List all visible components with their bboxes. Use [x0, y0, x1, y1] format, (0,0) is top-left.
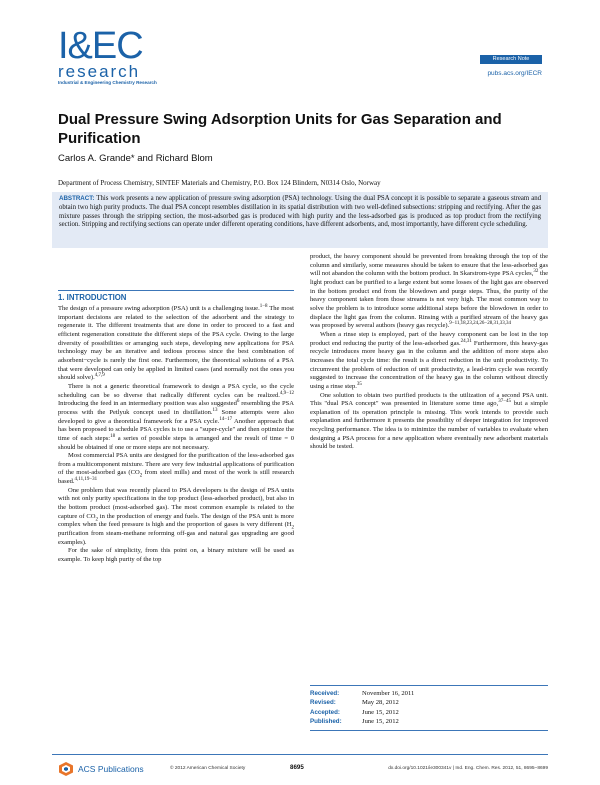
paragraph: One solution to obtain two purified products is the utilization of a second PSA unit. This "dual PSA concept" was presented in literature some time ago,$^{37-45}$ but a simple explanation of its operation principle is missing. This work intends to provide such explanation and furthermore it presents the possibility of deeper integration for improved recycling performance. The idea is to minimize the number of variables to evaluate when designing a PSA process for a new application where eventually new adsorbent materials should be tested.: [310, 391, 548, 451]
citation[interactable]: 24,31: [460, 338, 472, 344]
citation[interactable]: 1−8: [259, 303, 268, 309]
footer-divider: [52, 754, 548, 755]
abstract-body: This work presents a new application of pressure swing adsorption (PSA) technology. Using the dual PSA concept it is possible to separate a gaseous stream and obtain two high purity products. The dual PSA concept resembles distillation in its spatial distribution with two well-defined subsections: stripping and rectifying. After the gas mixture passes through the stripping section, the most-adsorbed gas is produced with high purity and the less-adsorbed gas is produced as top product from the rectifying section. Stripping and rectifying sections can operate under different operating conditions, have different adsorbents, and, most importantly, have different cycle scheduling.: [59, 195, 542, 229]
citation[interactable]: 4,9−12: [279, 390, 294, 396]
journal-url-link[interactable]: pubs.acs.org/IECR: [487, 70, 542, 77]
citation[interactable]: 13: [212, 407, 218, 413]
author-list: Carlos A. Grande* and Richard Blom: [58, 153, 213, 164]
citation[interactable]: 4,11,19−31: [74, 476, 98, 482]
text-column-left: [58, 305, 294, 565]
logo-research-text: research: [58, 62, 141, 81]
abstract-box: [52, 192, 548, 248]
logo-main-text: I&EC: [58, 25, 143, 67]
date-published: Published: June 15, 2012: [310, 718, 399, 726]
citation[interactable]: 9−11,18,23,24,26−28,31,33,34: [449, 321, 511, 327]
citation[interactable]: 32: [533, 269, 539, 275]
date-revised: Revised: May 28, 2012: [310, 699, 399, 707]
text-column-right: [310, 253, 548, 452]
citation[interactable]: 37−45: [498, 398, 512, 404]
abstract: [59, 195, 541, 230]
date-received: Received: November 16, 2011: [310, 690, 415, 697]
publisher-name: ACS Publications: [78, 764, 144, 774]
paragraph: There is not a generic theoretical framework to design a PSA cycle, so the cycle scheduling can be so diverse that radically different cycles can be realized.$^{4,9-12}$ Introducing the feed in an intermediary position was also suggested$^6$ resembling the PSA process with the Petlyuk concept used in distillation.$^{13}$ Some attempts were also developed to give a theoretical framework for a PSA cycle.$^{14-17}$ Another approach that has been proposed to schedule PSA cycles is to use a "super-cycle" and then optimize the time of each steps:$^{18}$ a series of possible steps is arranged and the result of time = 0 should be obtained if one or more steps are not necessary.: [58, 382, 295, 451]
paragraph: The design of a pressure swing adsorption (PSA) unit is a challenging issue.$^{1-8}$ The most important decisions are related to the selection of the adsorbent and the strategy to regenerate it. The different treatments that are done in order to proceed to a fast and efficient regeneration constitute the different steps of the PSA cycle. Owing to the large diversity of possibilities or arranging such steps, developing new applications for PSA technology may be an iterative and tedious process since the best combination of adsorbent−cycle is rarely the first one. Furthermore, the theoretical solutions of a PSA that were developed can only be applied in limited cases (and normally not the ones you should solve).$^{4,7,9}$: [58, 303, 294, 382]
date-accepted: Accepted: June 15, 2012: [310, 708, 399, 716]
acs-publications-logo[interactable]: [58, 762, 144, 776]
copyright: © 2012 American Chemical Society: [170, 766, 246, 771]
acs-hexagon-icon: [58, 762, 74, 776]
journal-logo: [58, 25, 178, 86]
article-type-badge: Research Note: [480, 55, 542, 64]
paragraph: When a rinse step is employed, part of the heavy component can be lost in the top product end reducing the purity of the less-adsorbed gas.$^{24,31}$ Furthermore, this heavy-gas recycle introduces more heavy gas in the column and the addition of more steps also increases the total cycle time: the result is a direct reduction in the unit productivity. To circumvent the problem of reduction of unit productivity, a lead-trim cycle was recently suggested to increase the concentration of the heavy gas in the column without directly using a rinse step.$^{35}$: [310, 330, 548, 390]
section-heading: 1. INTRODUCTION: [58, 293, 127, 302]
citation[interactable]: 35: [356, 381, 362, 387]
paragraph: For the sake of simplicity, from this point on, a binary mixture will be used as example. To keep high purity of the top: [58, 547, 294, 564]
doi-citation[interactable]: dx.doi.org/10.1021/ie300341v | Ind. Eng. Chem. Res. 2012, 51, 8695−8699: [388, 766, 548, 771]
paragraph: Most commercial PSA units are designed for the purification of the less-adsorbed gas from a multicomponent mixture. There are very few industrial applications of purification of the most-adsorbed gas ($CO_2$ from steel mills) and most of the work is still research based.$^{4,11,19-31}$: [58, 452, 295, 486]
abstract-label: ABSTRACT:: [59, 195, 95, 202]
citation[interactable]: 4,7,9: [94, 373, 105, 379]
citation[interactable]: 14−17: [219, 416, 233, 422]
page-number: 8695: [290, 764, 304, 771]
citation[interactable]: 18: [110, 433, 116, 439]
citation[interactable]: 6: [236, 399, 240, 405]
logo-subtitle: Industrial & Engineering Chemistry Research: [58, 80, 157, 85]
article-title: Dual Pressure Swing Adsorption Units for Gas Separation and Purification: [58, 111, 502, 147]
article-dates: [310, 685, 548, 731]
paragraph: product, the heavy component should be prevented from breaking through the top of the column and similarly, some measures should be taken to ensure that the less-adsorbed gas will not abandon the column with the bottom product. In Skarstrom-type PSA cycles,$^{32}$ the light product can be purified to a large extent but some losses of the light gas are observed in the bottom product end from the blowdown and purge steps. Thus, the purity of the heavy component taken from those streams is not very high. The most common way to solve the problem is to introduce some additional steps before the blowdown in order to displace the light gas from the column. Rinsing with a purified stream of the heavy gas was proposed by several authors (heavy gas recycle).$^{9-11,18,23,24,26-28,31,33,34}$: [310, 253, 548, 330]
paragraph: One problem that was recently placed to PSA developers is the design of PSA units with not only purity specifications in the top product (less-adsorbed product), but also in the bottom product (most-adsorbed gas). The most common example is related to the capture of $CO_2$ in the production of energy and fuels. The design of the PSA unit is more complex when the feed pressure is high and the proportion of gases is very different ($H_2$ purification from steam-methane reforming off-gas and natural gas upgrading are good examples).: [58, 486, 294, 546]
section-divider: [58, 290, 294, 291]
affiliation: Department of Process Chemistry, SINTEF Materials and Chemistry, P.O. Box 124 Blindern, N0314 Oslo, Norway: [58, 179, 381, 187]
